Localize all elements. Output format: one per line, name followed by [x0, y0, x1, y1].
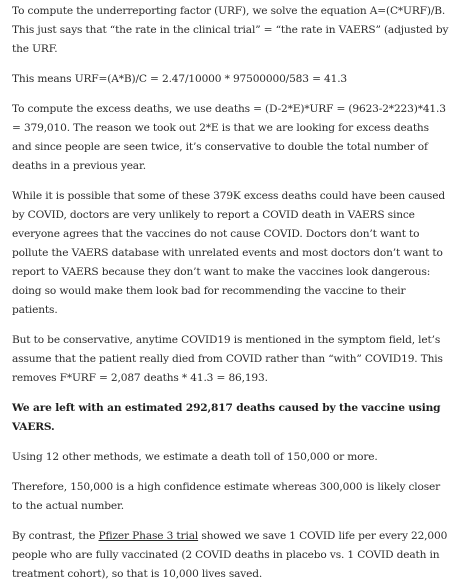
paragraph-excess-deaths: To compute the excess deaths, we use deaths = (D-2*E)*URF = (9623-2*223)*41.3 = 379,010. The reason we took out 2*E is that we are looking for excess deaths and since people are seen twice, it’s conservative to double the total number of deaths in a previous year. [12, 103, 446, 172]
paragraph-conservative-adjustment: But to be conservative, anytime COVID19 is mentioned in the symptom field, let’s assume that the patient really died from COVID rather than “with” COVID19. This removes F*URF = 2,087 deaths * 41.3 = 86,193. [12, 334, 443, 384]
paragraph-other-methods: Using 12 other methods, we estimate a death toll of 150,000 or more. [12, 451, 378, 463]
paragraph-estimate-result: We are left with an estimated 292,817 deaths caused by the vaccine using VAERS. [12, 402, 441, 433]
paragraph-urf-value: This means URF=(A*B)/C = 2.47/10000 * 97500000/583 = 41.3 [12, 73, 348, 85]
pfizer-text-after: showed we save 1 COVID life per every 22,000 people who are fully vaccinated (2 COVID deaths in placebo vs. 1 COVID death in treatment cohort), so that is 10,000 lives saved. [12, 530, 448, 580]
paragraph-urf-definition: To compute the underreporting factor (URF), we solve the equation A=(C*URF)/B. This just says that “the rate in the clinical trial” = “the rate in VAERS” (adjusted by the URF. [12, 5, 449, 55]
paragraph-pfizer-comparison [12, 527, 449, 584]
paragraph-covid-caveat: While it is possible that some of these 379K excess deaths could have been caused by COVID, doctors are very unlikely to report a COVID death in VAERS since everyone agrees that the vaccines do not cause COVID. Doctors don’t want to pollute the VAERS database with unrelated events and most doctors don’t want to report to VAERS because they don’t want to make the vaccines look dangerous: doing so would make them look bad for recommending the vaccine to their patients. [12, 190, 445, 316]
paragraph-confidence: Therefore, 150,000 is a high confidence estimate whereas 300,000 is likely closer to the actual number. [12, 481, 441, 512]
pfizer-text-before: By contrast, the [12, 530, 99, 542]
pfizer-trial-link[interactable]: Pfizer Phase 3 trial [98, 530, 199, 542]
